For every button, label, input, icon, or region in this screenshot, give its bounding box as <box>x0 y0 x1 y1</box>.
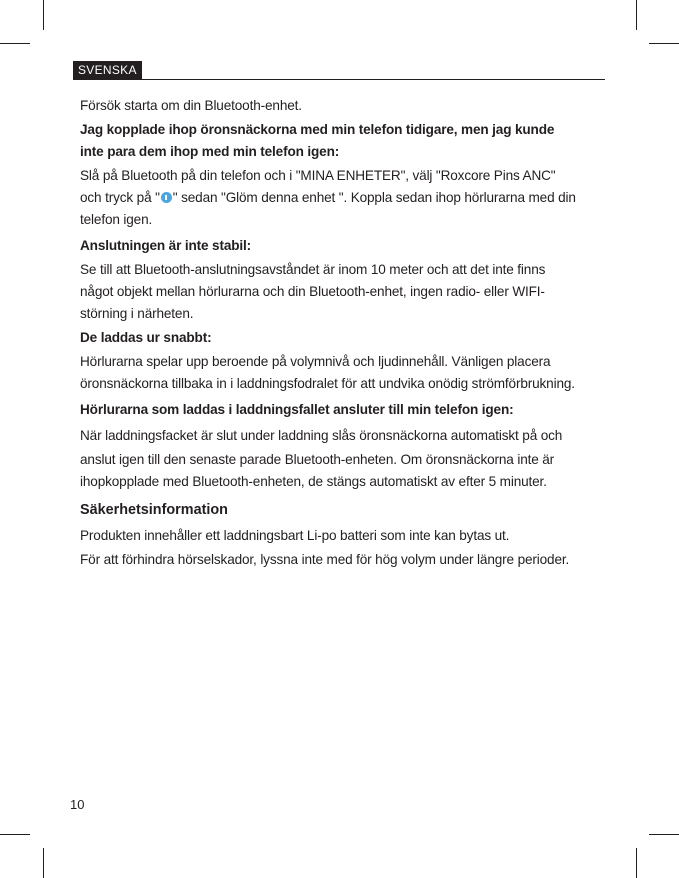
faq-answer-line: Slå på Bluetooth på din telefon och i "MINA ENHETER", välj "Roxcore Pins ANC" <box>80 168 556 183</box>
header-rule <box>73 79 605 80</box>
restart-bluetooth-text: Försök starta om din Bluetooth-enhet. <box>80 98 302 113</box>
crop-mark-top-left-horizontal <box>0 43 30 44</box>
page-content <box>80 95 600 571</box>
faq-answer-text: " sedan "Glöm denna enhet ". Koppla sedan ihop hörlurarna med din <box>172 190 576 205</box>
faq-answer-line: När laddningsfacket är slut under laddning slås öronsnäckorna automatiskt på och <box>80 428 563 443</box>
faq-heading: Jag kopplade ihop öronsnäckorna med min telefon tidigare, men jag kunde <box>80 122 555 137</box>
crop-mark-top-right-horizontal <box>649 43 679 44</box>
faq-answer-line <box>80 187 600 209</box>
faq-heading: Hörlurarna som laddas i laddningsfallet ansluter till min telefon igen: <box>80 402 514 417</box>
faq-answer-line: Hörlurarna spelar upp beroende på volymnivå och ljudinnehåll. Vänligen placera <box>80 354 551 369</box>
safety-title: Säkerhetsinformation <box>80 502 228 518</box>
faq-heading: inte para dem ihop med min telefon igen: <box>80 144 340 159</box>
safety-line: Produkten innehåller ett laddningsbart Li-po batteri som inte kan bytas ut. <box>80 528 510 543</box>
faq-answer-line: Se till att Bluetooth-anslutningsavståndet är inom 10 meter och att det inte finns <box>80 262 546 277</box>
faq-answer-line: ihopkopplade med Bluetooth-enheten, de stängs automatiskt av efter 5 minuter. <box>80 474 547 489</box>
page-number: 10 <box>70 797 85 812</box>
crop-mark-bottom-right-vertical <box>636 848 637 878</box>
faq-heading: Anslutningen är inte stabil: <box>80 238 252 253</box>
faq-answer-line: något objekt mellan hörlurarna och din Bluetooth-enhet, ingen radio- eller WIFI- <box>80 284 545 299</box>
crop-mark-bottom-left-vertical <box>43 848 44 878</box>
faq-fast-discharge <box>80 327 600 395</box>
faq-heading: De laddas ur snabbt: <box>80 330 212 345</box>
faq-answer-text: och tryck på " <box>80 190 160 205</box>
crop-mark-top-left-vertical <box>43 0 44 30</box>
faq-unstable-connection <box>80 235 600 325</box>
faq-answer-line: öronsnäckorna tillbaka in i laddningsfodralet för att undvika onödig strömförbrukning. <box>80 376 575 391</box>
crop-mark-bottom-right-horizontal <box>649 834 679 835</box>
safety-line: För att förhindra hörselskador, lyssna inte med för hög volym under längre perioder. <box>80 552 570 567</box>
info-icon <box>161 192 172 203</box>
faq-answer-line: störning i närheten. <box>80 306 194 321</box>
faq-answer-line: telefon igen. <box>80 212 153 227</box>
language-tab: SVENSKA <box>73 61 142 80</box>
crop-mark-top-right-vertical <box>636 0 637 30</box>
faq-case-reconnect <box>80 399 600 493</box>
safety-information <box>80 499 600 571</box>
faq-answer-line: anslut igen till den senaste parade Bluetooth-enheten. Om öronsnäckorna inte är <box>80 452 555 467</box>
faq-previously-paired <box>80 119 600 231</box>
crop-mark-bottom-left-horizontal <box>0 834 30 835</box>
